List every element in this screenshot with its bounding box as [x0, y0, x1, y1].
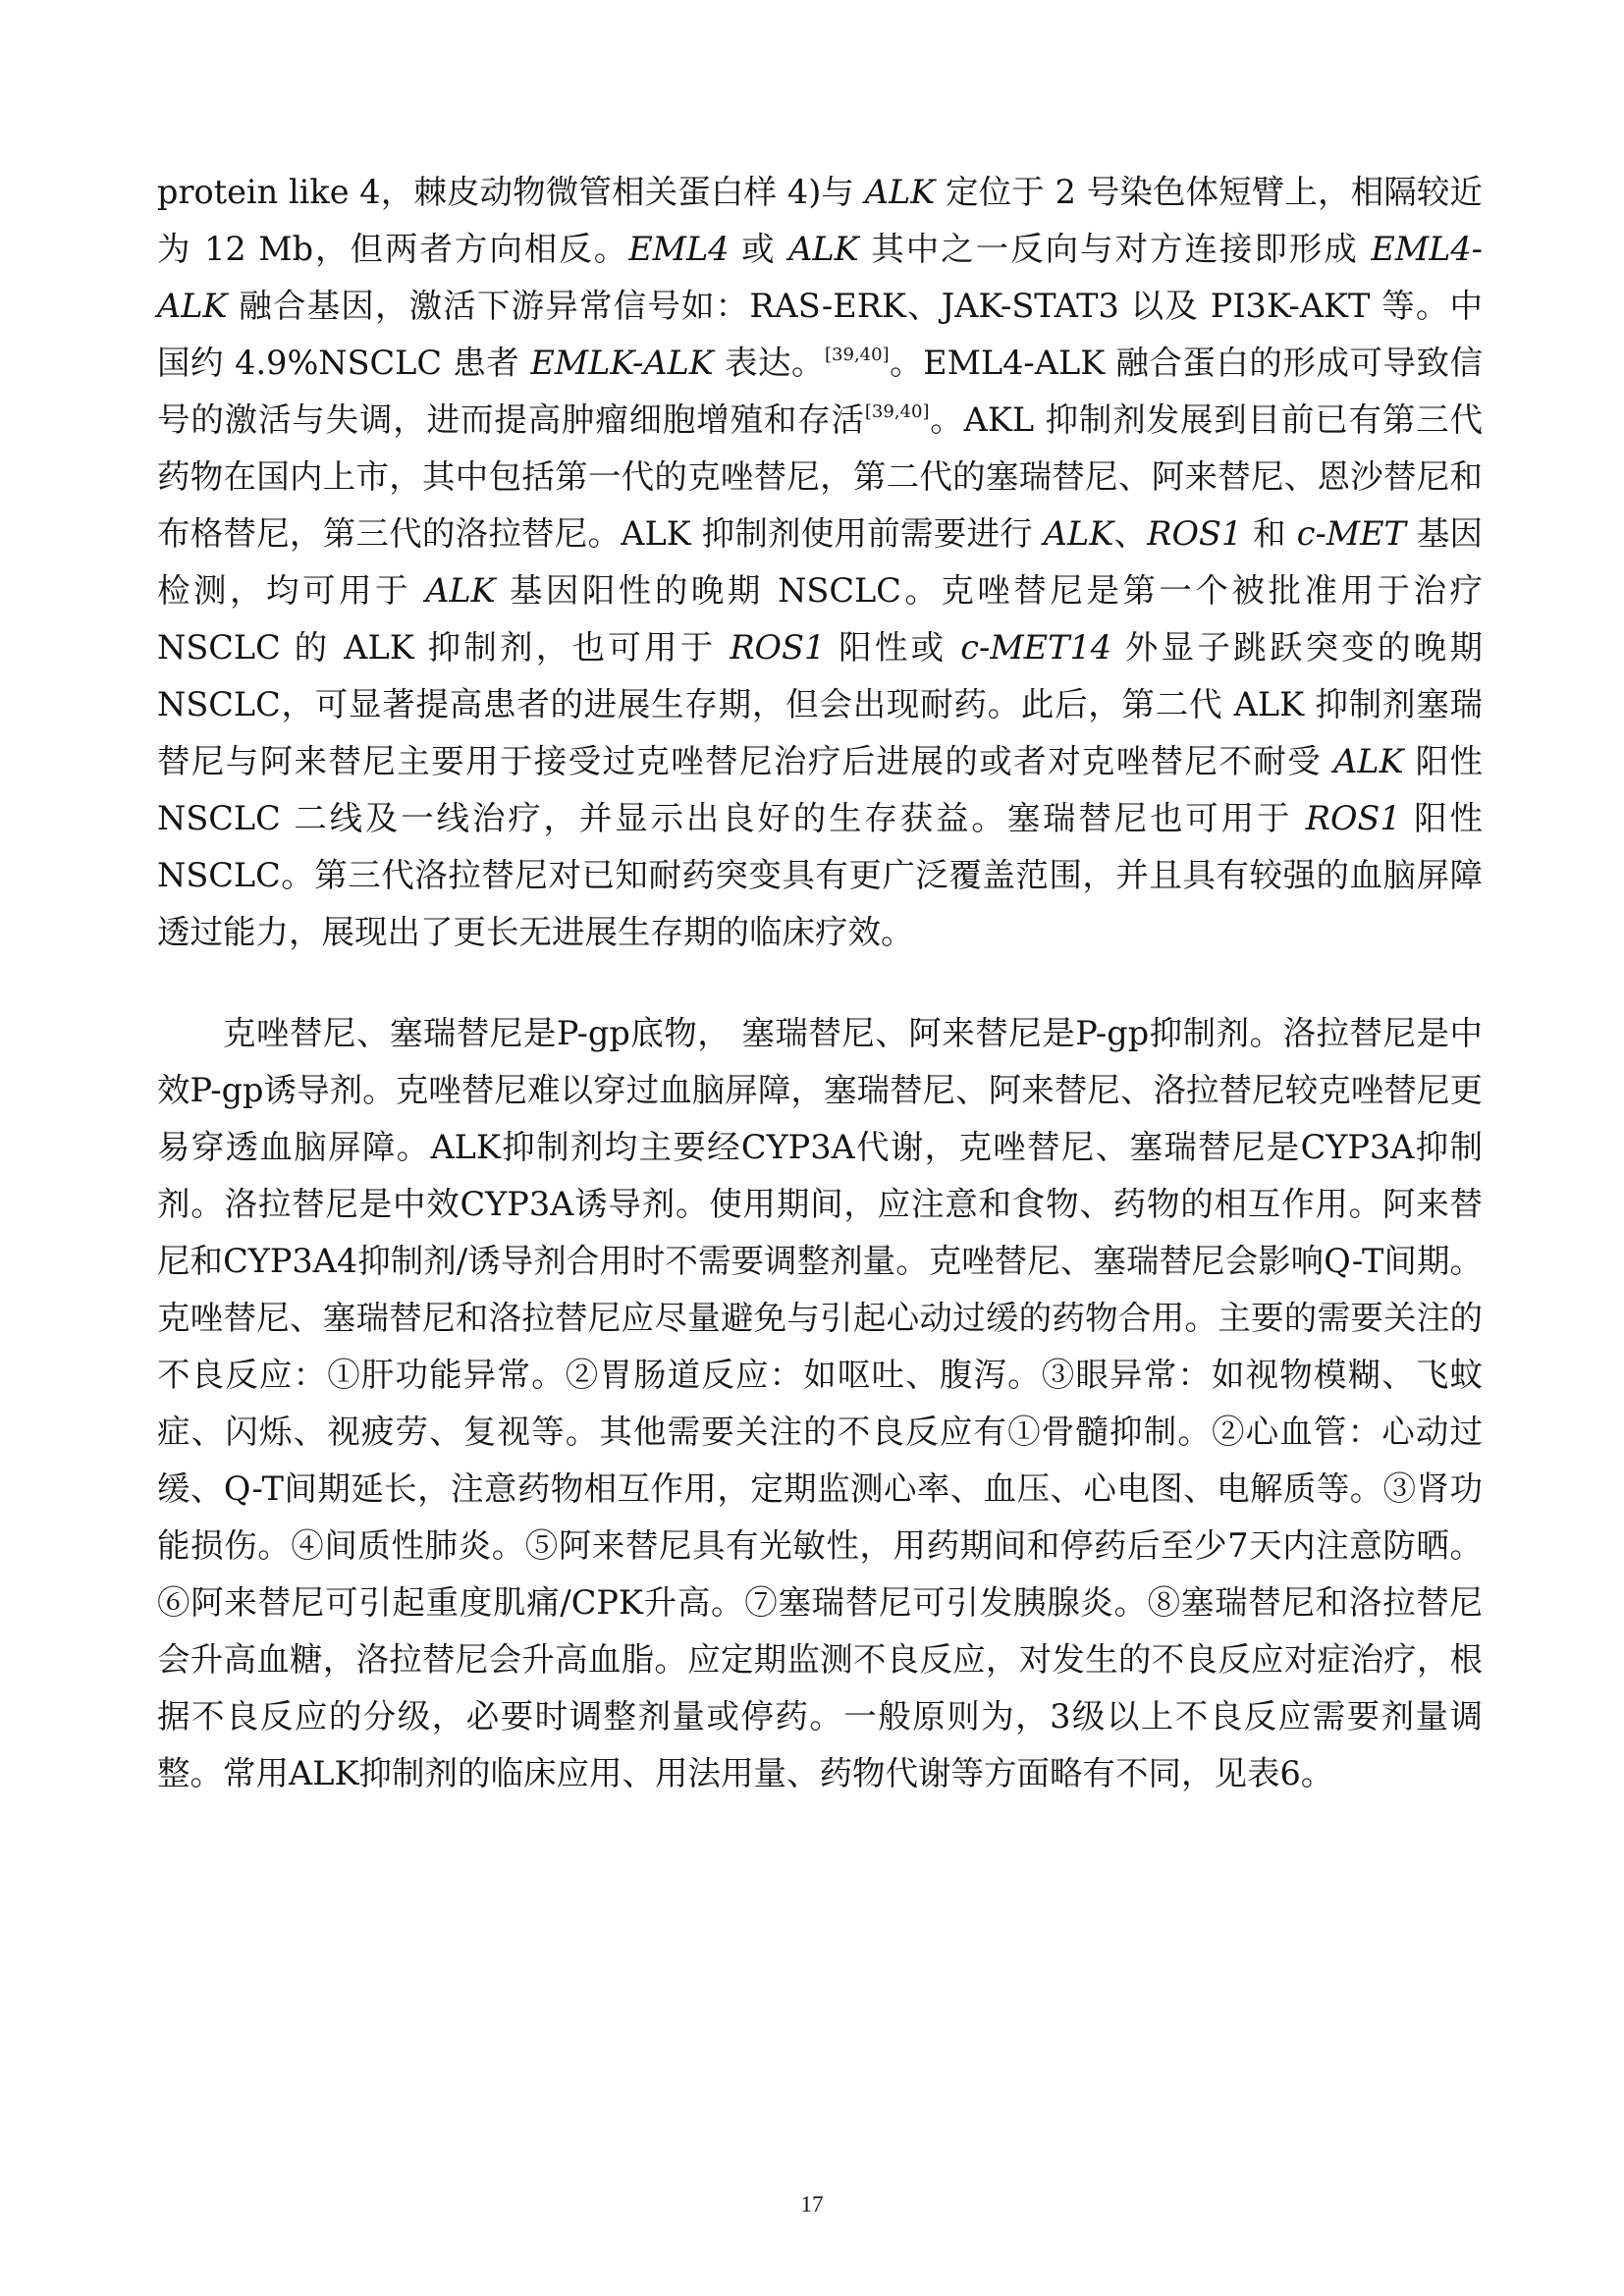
italic-gene-name: ALK	[1333, 742, 1404, 780]
italic-gene-name: EMLK-ALK	[530, 344, 714, 382]
italic-gene-name: ROS1	[730, 628, 826, 667]
text-run: 或	[729, 230, 789, 268]
text-run: 其中之一反向与对方连接即形成	[858, 230, 1372, 268]
italic-gene-name: EML4	[628, 230, 730, 268]
text-run: 和	[1242, 514, 1297, 553]
text-run: protein like 4，棘皮动物微管相关蛋白样 4)与	[157, 173, 865, 211]
text-run: 。EML4-ALK 融合蛋白的形成可导致信号的激活与失调，进而提高肿瘤细胞增殖和存活	[157, 344, 1484, 439]
text-run: 。AKL 抑制剂发展到目前已有第三代药物在国内上市，其中包括第一代的克唑替尼，第二代的塞瑞替尼、阿来替尼、恩沙替尼和布格替尼，第三代的洛拉替尼。ALK 抑制剂使用前需要进行	[157, 400, 1483, 553]
text-run: 阳性 NSCLC。第三代洛拉替尼对已知耐药突变具有更广泛覆盖范围，并且具有较强的血脑屏障透过能力，展现出了更长无进展生存期的临床疗效。	[157, 799, 1483, 951]
text-run: 基因阳性的晚期 NSCLC。克唑替尼是第一个被批准用于治疗 NSCLC 的 ALK 抑制剂，也可用于	[157, 571, 1483, 667]
italic-gene-name: ROS1	[1147, 514, 1243, 553]
italic-gene-name: c-MET	[1296, 514, 1406, 553]
text-run: 定位于 2 号染色体短臂上，相隔较近为 12 Mb，但两者方向相反。	[157, 173, 1483, 268]
body-paragraph-1	[157, 164, 1483, 961]
citation-superscript: [39,40]	[864, 401, 930, 422]
text-run: 阳性或	[825, 628, 961, 667]
text-run: 、	[1113, 514, 1148, 553]
text-run: 阳性 NSCLC 二线及一线治疗，并显示出良好的生存获益。塞瑞替尼也可用于	[157, 742, 1483, 837]
citation-superscript: [39,40]	[825, 345, 890, 365]
page-number: 17	[800, 2192, 824, 2216]
italic-gene-name: ROS1	[1305, 799, 1401, 837]
italic-gene-name: ALK	[425, 571, 496, 610]
text-run: 表达。	[713, 344, 826, 382]
text-run: 外显子跳跃突变的晚期 NSCLC，可显著提高患者的进展生存期，但会出现耐药。此后，第二代 ALK 抑制剂塞瑞替尼与阿来替尼主要用于接受过克唑替尼治疗后进展的或者对克唑替尼不耐受	[157, 628, 1483, 780]
italic-gene-name: c-MET14	[960, 628, 1112, 667]
text-run: 融合基因，激活下游异常信号如：RAS-ERK、JAK-STAT3 以及 PI3K-AKT 等。中国约 4.9%NSCLC 患者	[157, 287, 1483, 382]
body-paragraph-2	[157, 1005, 1483, 1802]
text-run: 基因检测，均可用于	[157, 514, 1483, 610]
italic-gene-name: EML4-ALK	[157, 230, 1483, 325]
text-run: 克唑替尼、塞瑞替尼是P-gp底物， 塞瑞替尼、阿来替尼是P-gp抑制剂。洛拉替尼是中效P-gp诱导剂。克唑替尼难以穿过血脑屏障，塞瑞替尼、阿来替尼、洛拉替尼较克唑替尼更易穿透血脑屏障。ALK抑制剂均主要经CYP3A代谢，克唑替尼、塞瑞替尼是CYP3A抑制剂。洛拉替尼是中效CYP3A诱导剂。使用期间，应注意和食物、药物的相互作用。阿来替尼和CYP3A4抑制剂/诱导剂合用时不需要调整剂量。克唑替尼、塞瑞替尼会影响Q-T间期。克唑替尼、塞瑞替尼和洛拉替尼应尽量避免与引起心动过缓的药物合用。主要的需要关注的不良反应：①肝功能异常。②胃肠道反应：如呕吐、腹泻。③眼异常：如视物模糊、飞蚊症、闪烁、视疲劳、复视等。其他需要关注的不良反应有①骨髓抑制。②心血管：心动过缓、Q-T间期延长，注意药物相互作用，定期监测心率、血压、心电图、电解质等。③肾功能损伤。④间质性肺炎。⑤阿来替尼具有光敏性，用药期间和停药后至少7天内注意防晒。⑥阿来替尼可引起重度肌痛/CPK升高。⑦塞瑞替尼可引发胰腺炎。⑧塞瑞替尼和洛拉替尼会升高血糖，洛拉替尼会升高血脂。应定期监测不良反应，对发生的不良反应对症治疗，根据不良反应的分级，必要时调整剂量或停药。一般原则为，3级以上不良反应需要剂量调整。常用ALK抑制剂的临床应用、用法用量、药物代谢等方面略有不同，见表6。	[157, 1014, 1483, 1792]
italic-gene-name: ALK	[864, 173, 936, 211]
italic-gene-name: ALK	[1043, 514, 1114, 553]
italic-gene-name: ALK	[788, 230, 859, 268]
